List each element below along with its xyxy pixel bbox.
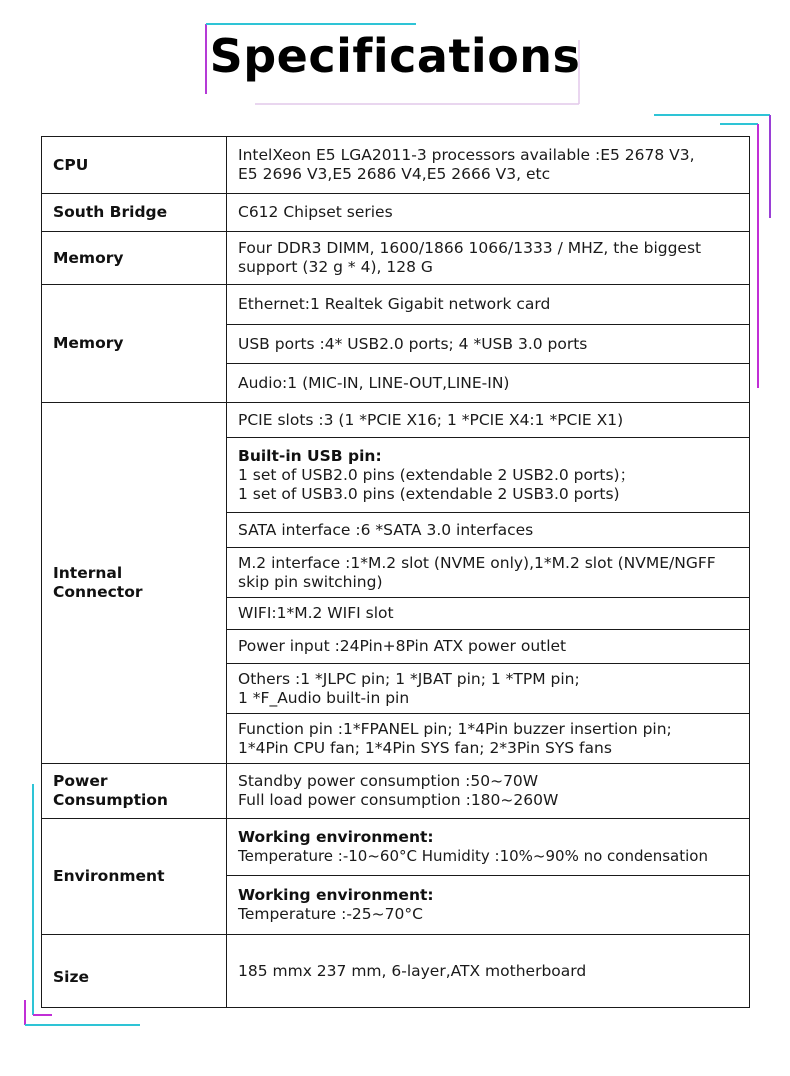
spec-line: SATA interface :6 *SATA 3.0 interfaces	[238, 520, 534, 539]
spec-value-cpu	[227, 137, 750, 194]
spec-line: C612 Chipset series	[238, 203, 393, 221]
spec-label-power-consumption: Power Consumption	[42, 764, 227, 819]
spec-line: 1 set of USB2.0 pins (extendable 2 USB2.0 ports)；	[238, 465, 636, 484]
spec-subheading: Working environment:	[238, 828, 434, 846]
table-row	[42, 232, 750, 285]
table-row	[42, 285, 750, 325]
table-row	[42, 403, 750, 438]
spec-value-m2	[227, 548, 750, 598]
spec-line: 1*4Pin CPU fan; 1*4Pin SYS fan; 2*3Pin SYS fans	[238, 738, 612, 757]
spec-line: Ethernet:1 Realtek Gigabit network card	[238, 295, 551, 313]
table-row	[42, 137, 750, 194]
spec-value-sata	[227, 513, 750, 548]
spec-label-size: Size	[42, 935, 227, 1008]
spec-value-memory	[227, 232, 750, 285]
spec-line: 1 set of USB3.0 pins (extendable 2 USB3.0 ports)	[238, 484, 620, 503]
spec-line: Audio:1 (MIC-IN, LINE-OUT,LINE-IN)	[238, 373, 510, 392]
spec-line: Others :1 *JLPC pin; 1 *JBAT pin; 1 *TPM pin;	[238, 669, 580, 688]
spec-line: Temperature :-10~60°C Humidity :10%~90% no condensation	[238, 847, 708, 865]
spec-value-function-pin	[227, 714, 750, 764]
spec-line: support (32 g * 4), 128 G	[238, 258, 433, 276]
spec-label-cpu: CPU	[42, 137, 227, 194]
spec-line: skip pin switching)	[238, 572, 383, 591]
spec-line: E5 2696 V3,E5 2686 V4,E5 2666 V3, etc	[238, 165, 551, 183]
spec-subheading: Working environment:	[238, 886, 434, 904]
spec-label-environment: Environment	[42, 819, 227, 935]
table-row	[42, 935, 750, 1008]
spec-value-usb-pin	[227, 438, 750, 513]
spec-label-memory-io: Memory	[42, 285, 227, 403]
spec-value-power-input	[227, 630, 750, 664]
spec-line: Full load power consumption :180~260W	[238, 791, 559, 809]
spec-line: PCIE slots :3 (1 *PCIE X16; 1 *PCIE X4:1 *PCIE X1)	[238, 410, 624, 429]
spec-value-others	[227, 664, 750, 714]
spec-line: M.2 interface :1*M.2 slot (NVME only),1*M.2 slot (NVME/NGFF	[238, 553, 716, 572]
table-row	[42, 194, 750, 232]
page-title: Specifications	[209, 29, 581, 83]
spec-value-environment-operating	[227, 819, 750, 876]
spec-label-internal-connector: Internal Connector	[42, 403, 227, 764]
spec-subheading: Built-in USB pin:	[238, 446, 382, 465]
spec-label-south-bridge: South Bridge	[42, 194, 227, 232]
spec-value-usb-ports	[227, 325, 750, 364]
spec-line: Function pin :1*FPANEL pin; 1*4Pin buzzer insertion pin;	[238, 719, 672, 738]
spec-line: Standby power consumption :50~70W	[238, 772, 539, 790]
spec-label-memory: Memory	[42, 232, 227, 285]
table-row	[42, 819, 750, 876]
spec-line: 1 *F_Audio built-in pin	[238, 688, 410, 707]
spec-value-ethernet	[227, 285, 750, 325]
spec-value-environment-storage	[227, 876, 750, 935]
spec-line: USB ports :4* USB2.0 ports; 4 *USB 3.0 ports	[238, 334, 588, 353]
specifications-table	[41, 136, 750, 1008]
spec-value-power-consumption	[227, 764, 750, 819]
spec-value-audio	[227, 364, 750, 403]
spec-value-south-bridge	[227, 194, 750, 232]
spec-value-wifi	[227, 598, 750, 630]
spec-line: IntelXeon E5 LGA2011-3 processors available :E5 2678 V3,	[238, 146, 695, 164]
spec-line: Temperature :-25~70°C	[238, 905, 423, 923]
spec-value-pcie	[227, 403, 750, 438]
spec-line: 185 mmx 237 mm, 6-layer,ATX motherboard	[238, 961, 587, 980]
table-row	[42, 764, 750, 819]
spec-line: Power input :24Pin+8Pin ATX power outlet	[238, 637, 567, 655]
spec-line: Four DDR3 DIMM, 1600/1866 1066/1333 / MHZ, the biggest	[238, 239, 702, 257]
spec-line: WIFI:1*M.2 WIFI slot	[238, 604, 394, 622]
spec-value-size	[227, 935, 750, 1008]
